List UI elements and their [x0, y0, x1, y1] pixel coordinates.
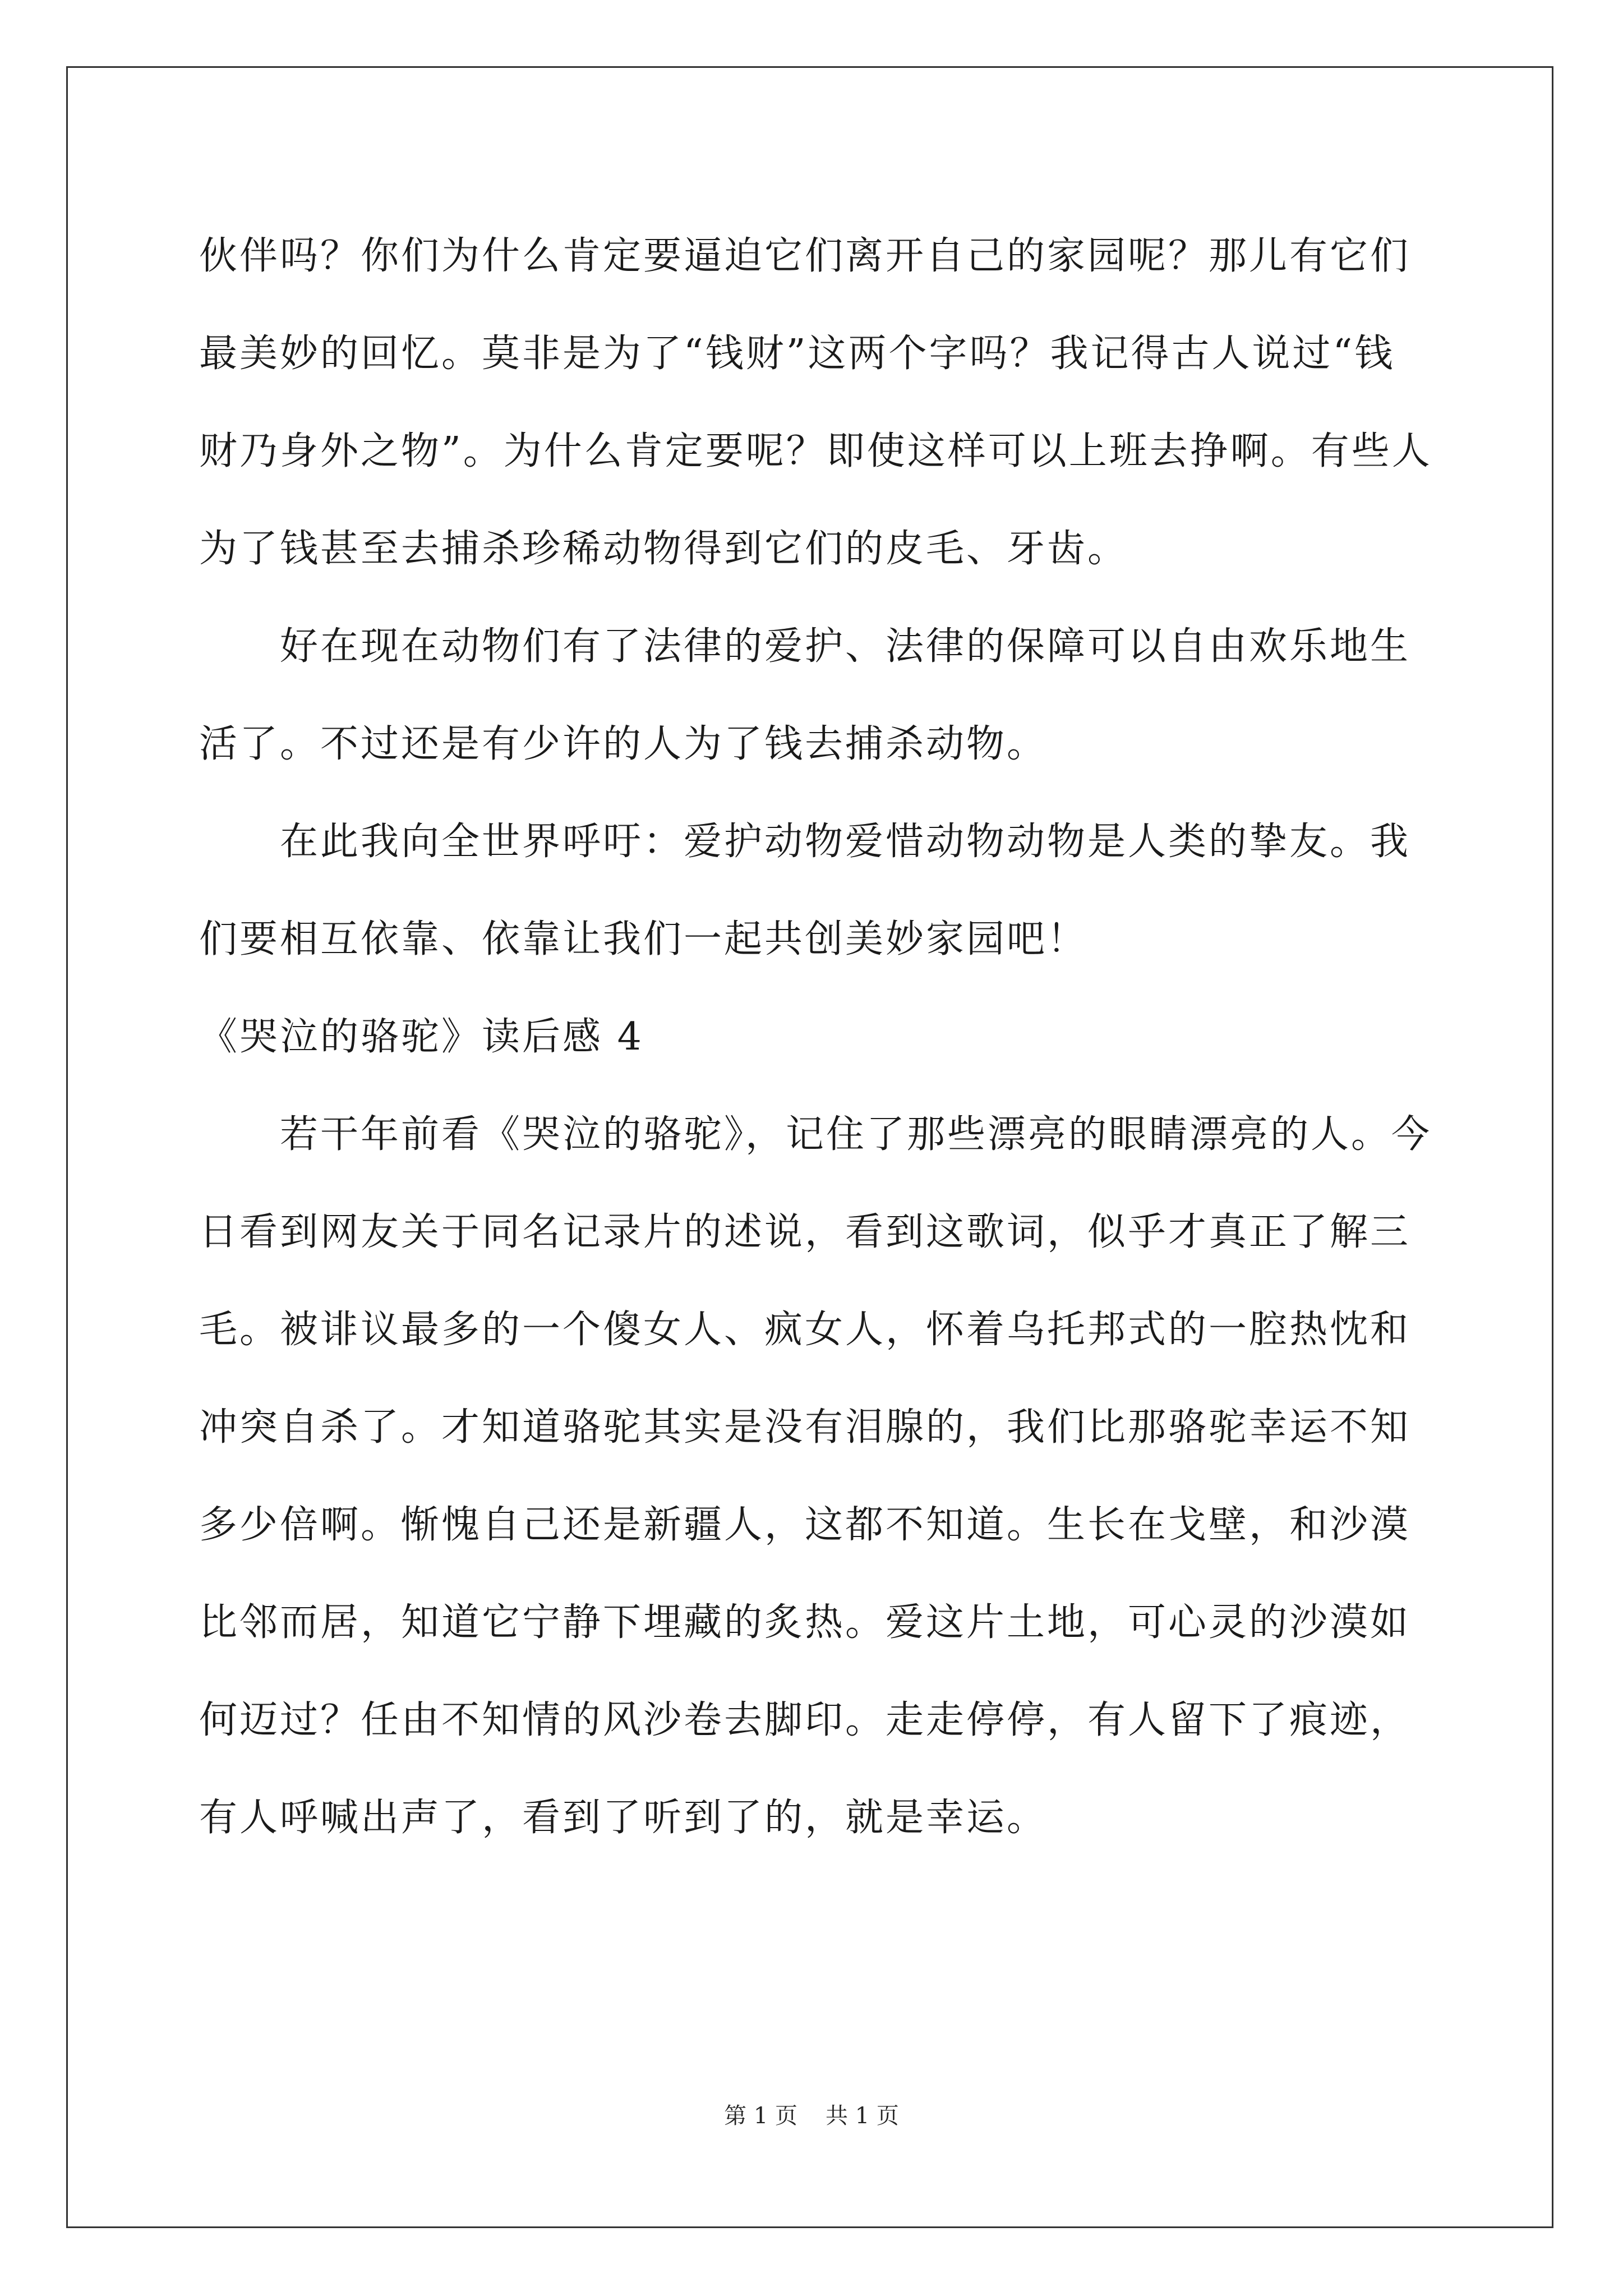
text-line: 何迈过？任由不知情的风沙卷去脚印。走走停停，有人留下了痕迹，: [199, 1698, 1411, 1742]
text-line: 最美妙的回忆。莫非是为了“钱财”这两个字吗？我记得古人说过“钱: [199, 332, 1395, 376]
text-line: 有人呼喊出声了，看到了听到了的，就是幸运。: [199, 1796, 1048, 1840]
text-line: 好在现在动物们有了法律的爱护、法律的保障可以自由欢乐地生: [199, 624, 1411, 669]
section-heading: 《哭泣的骆驼》读后感 4: [199, 1015, 644, 1059]
text-line: 冲突自杀了。才知道骆驼其实是没有泪腺的，我们比那骆驼幸运不知: [199, 1405, 1411, 1450]
text-line: 活了。不过还是有少许的人为了钱去捕杀动物。: [199, 722, 1048, 766]
text-line: 财乃身外之物”。为什么肯定要呢？即使这样可以上班去挣啊。有些人: [199, 429, 1432, 473]
page-total: 共 1 页: [826, 2103, 899, 2129]
page-number: 第 1 页: [724, 2103, 797, 2129]
text-line: 们要相互依靠、依靠让我们一起共创美妙家园吧！: [199, 917, 1088, 961]
text-line: 为了钱甚至去捕杀珍稀动物得到它们的皮毛、牙齿。: [199, 527, 1128, 571]
text-line: 多少倍啊。惭愧自己还是新疆人，这都不知道。生长在戈壁，和沙漠: [199, 1503, 1411, 1547]
text-line: 日看到网友关于同名记录片的述说，看到这歌词，似乎才真正了解三: [199, 1210, 1411, 1254]
text-line: 若干年前看《哭泣的骆驼》，记住了那些漂亮的眼睛漂亮的人。今: [199, 1112, 1432, 1157]
text-line: 伙伴吗？你们为什么肯定要逼迫它们离开自己的家园呢？那儿有它们: [199, 234, 1411, 278]
text-line: 在此我向全世界呼吁：爱护动物爱惜动物动物是人类的挚友。我: [199, 820, 1411, 864]
page-footer: [0, 2098, 1623, 2130]
text-line: 比邻而居，知道它宁静下埋藏的炙热。爱这片土地，可心灵的沙漠如: [199, 1600, 1411, 1645]
text-line: 毛。被诽议最多的一个傻女人、疯女人，怀着乌托邦式的一腔热忱和: [199, 1308, 1411, 1352]
document-body: [199, 208, 1436, 1867]
